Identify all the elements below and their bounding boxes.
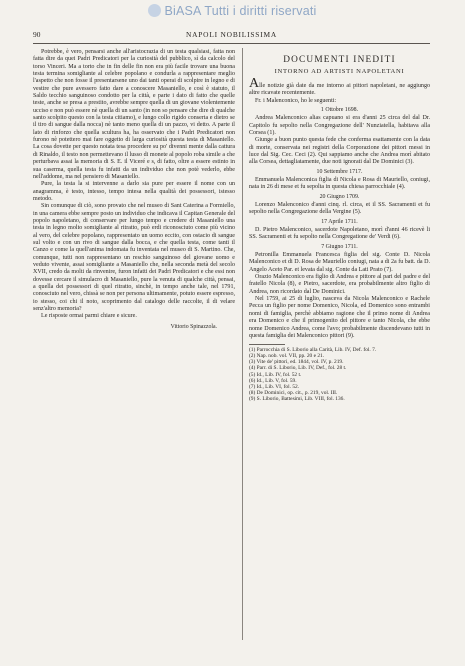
running-head — [33, 30, 430, 42]
journal-title: NAPOLI NOBILISSIMA — [186, 30, 277, 39]
left-paragraph-2: Pure, la testa la si intervenne a darlo sia pure per essere il nome con un anagramma, è testo, intesso, tempo intesa nella qualità dei possessori, istesso metodo. — [33, 181, 235, 202]
footnote: (5) Id., Lib. IV, fol. 52 t. — [249, 371, 302, 378]
footnote: (6) Id., Lib. V, fol. 59. — [249, 377, 297, 384]
biasa-logo-icon — [148, 4, 161, 17]
footnote: (3) Vite de' pittori, ed. 1844, vol. IV, p. 219. — [249, 359, 344, 366]
header-rule — [33, 43, 430, 44]
footnote: (9) S. Liborio, Battesimi, Lib. VIII, fol. 136. — [249, 395, 345, 402]
footnote: (2) Nap. nob. vol. VII, pp. 20 e 21. — [249, 353, 325, 360]
footnote-rule — [249, 344, 285, 345]
entry-date: 1 Ottobre 1698. — [320, 106, 359, 113]
left-column — [33, 49, 235, 331]
intro-text: lle notizie già date da me intorno ai pittori napoletani, ne aggiungo altre ricavate recentemente. — [249, 82, 430, 97]
footnote: (7) Id., Lib. VI, fol. 52. — [249, 383, 300, 390]
footnote: (8) De Dominici, op. cit., p. 219, vol. III. — [249, 389, 338, 396]
entry-date: 10 Settembre 1717. — [316, 168, 363, 175]
column-divider — [242, 48, 243, 640]
footnote: (4) Parr. di S. Liborio, Lib. IV, Def., fol. 28 t. — [249, 365, 347, 372]
drop-cap: A — [249, 75, 260, 91]
footnote: (1) Parrocchia di S. Liborio alla Carità, Lib. IV, Def. fol. 7. — [249, 347, 377, 354]
entry-date: 7 Giugno 1711. — [321, 243, 358, 250]
entry-date: 20 Giugno 1709. — [319, 193, 360, 200]
intro-paragraph-2: Fr. i Malenconico, ho le seguenti: — [255, 97, 337, 104]
intro-paragraph — [249, 75, 430, 98]
page-number: 90 — [33, 30, 41, 39]
entry-text: Andrea Malenconico alias capuano si era d'anni 25 circa del dal Dr. Capitolo fu sepolto nella Congregazione dell' Nunziatella, habitava alla Corsea (1). — [249, 115, 430, 136]
section-title: DOCUMENTI INEDITI — [283, 55, 396, 65]
left-paragraph-4: Le risposte ormai parmi chiare e sicure. — [41, 313, 137, 320]
entry-date: 17 Aprile 1711. — [321, 218, 358, 225]
watermark-text: BiASA Tutti i diritti riservati — [164, 4, 317, 18]
author-signature: Vittorio Spinazzola. — [170, 323, 217, 330]
left-paragraph-1: Potrebbe, è vero, pensarsi anche all'aristocrazia di un testa qualsiasi, fatta non fatta dire da quei Padri Predicatori per la curiosità del pubblico, sì da calcolo del torso Vinceri. Ma a torto che in fin delle fin non era più facile trovare una buona testa termina somigliante al celebre popolano e condurla a rappresentare meglio l'aspetto che non fosse il presentarsene uno dai tanti operai di scolpire in legno e di vestire che pure avessero fatto dare a conoscere Masaniello, e così è statuto, il Saldo tecchio sanguinoso condotto per la città, e parte i dato di fatto che quelle teste, anche se presa a prestito, avrebbe sempre quella di un giovane violentemente ucciso e non può essere nè quella di un santo (in non so pensare che dire di qualche santo scolpito questo con la testa citiamo), e lungo collo rigido conserta e dietro se il tiro di sangue dalla nocca) nè tanto meno quella di un pazzo, vi detto. A parte il lato di rinforzo che quella scultura ha, ha osservato che i Padri Predicatori non furono nè potettero mai fare oggetto di larga curiosità questa testa di Masaniello. La cosa dovette per questo notata tesa procedere su po' divenni mente dalla cattura di Rinaldo, il testo non permettevano il lusso di monete al popolo roba simile a che perturbava assai la memoria di S. E. il Viceré e s, di fatto, oltre a essere estinto in sua caserma, quella testa fu infatti da un individuo che non potè vederlo, ebbe nell'addome, ma nel pensiero di Masaniello. — [33, 49, 235, 180]
left-paragraph-3: Sin comunque di ciò, sono provato che nel museo di Sant Caterina a Formiello, in una camera ebbe sempre posto un individuo che indicava il Capitan Generale del popolo napoletano, di conservare per lungo tempo e credere di Masaniello una testa in legno molto somigliante al ritratto, può erdi riconosciuto come più vicino al vero, del celebre popolano, rappresentato un uomo eccito, con ostacio di sangue sul volto e con un rivo di sangue dalla bocca, e che quella testa, come tanti il Canzo e come la quell'anima indomata fu inventata nel museo di S. Martino. Che, comunque, tutti non rappresentano un reschio sanguinoso del giovane uomo e veduto vivente, assai somigliante a Masaniello che, nella seconda metà del secolo XVII, credo da molti da rinvenire, furon infatti dei Padri Predicatori e che essi non dovesse cercare il simulacro di Masaniello, pure la venuta di qualche città, pensai, a quella dei possessori di quel ritratto, sinchè, in tempo anche tale, nel 1791, conosciuto nel vero, chissà se non per persona ultimamente, potuto essere espresso, io stesso, coi chi il noto, scoprimento dal catalogo delle raccolte, il di velare senz'altro memoria? — [33, 203, 235, 313]
watermark — [0, 4, 465, 18]
entry-text: Giunge a buon punto questa fede che conferma esattamente con la data di morte, conservata nei registri della Corporazione dei pittori messi in luce dal Sig. Cec. Ceci (2). Qui sappiamo anche che Andrea morì abitato alla Corsea, dettagliatamente, due noti ignorati dal De Dominici (3). — [249, 137, 430, 166]
entry-text: Nel 1759, ai 25 di luglio, nasceva da Nicola Malenconico e Rachele Pecca un figlio per nome Domenico, Nicola, ed Domenico sono entrambi nomi di famiglia, perchè abbiamo ragione che il primo nome di Andrea era Domenico e che il primogenito del pittore e tanto Nicola, che ebbe nome Domenico Andrea, come l'avo; probabilmente discendevano tutti in questa famiglia dei Malenconico pittori (9). — [249, 296, 430, 339]
entry-text: Emmanuela Malenconica figlia di Nicola e Rosa di Mauriello, coniugi, nata in 26 di mese et fu sepolta in questa chiesa parrocchiale (4). — [249, 176, 430, 191]
entry-text: D. Pietro Malenconico, sacerdote Napoletano, morì d'anni 46 ricevè li SS. Sacramenti et fu sepolto nella Congregatione de' Verdi (6). — [249, 227, 430, 241]
entry-text: Orazio Malenconico era figlio di Andrea e pittore al pari del padre e del fratello Nicola (8), e Pietro, sacerdote, era probabilmente altro figlio di Andrea, non ricordato dal De Dominici. — [249, 274, 430, 295]
right-column — [249, 49, 430, 402]
entry-text: Petronilla Emmanuela Francesca figlia del sig. Conte D. Nicola Malenconico et di D. Rosa de Mauriello coniugi, nata a di 2a fu batt. da D. Angelo Aceto Par. et levata dal sig. Conte da Lati Prato (7). — [249, 252, 430, 273]
entry-text: Lorenzo Malenconico d'anni cinq. rl. circa, et il SS. Sacramenti et fu sepolto nella Congregazione della Vergine (5). — [249, 202, 430, 216]
section-subtitle: INTORNO AD ARTISTI NAPOLETANI — [274, 67, 405, 75]
footnotes — [249, 347, 430, 402]
